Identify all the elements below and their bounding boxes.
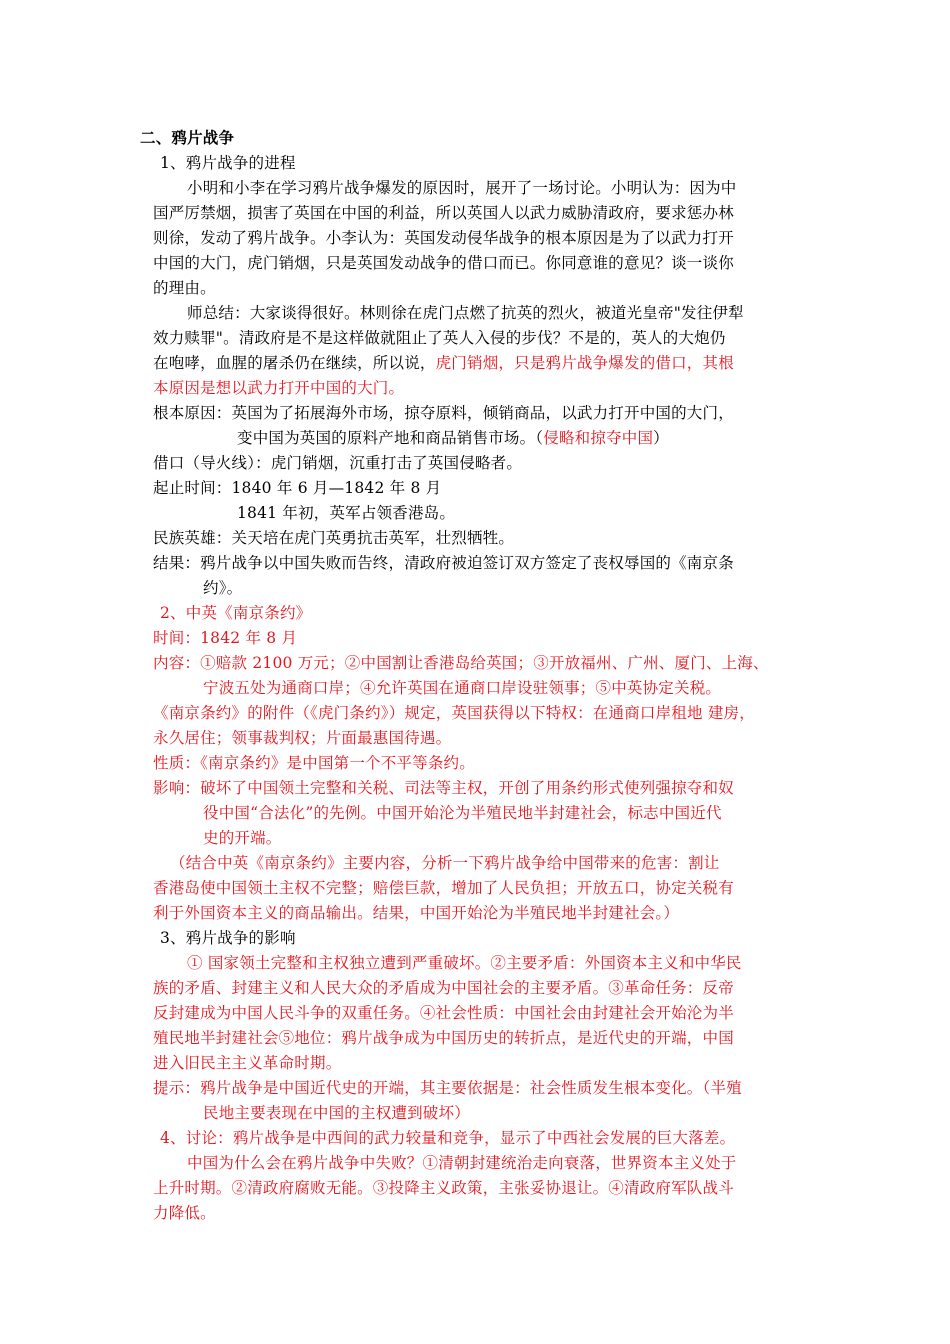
discussion-answer: 中国为什么会在鸦片战争中失败？①清朝封建统治走向衰落，世界资本主义处于	[187, 1154, 737, 1172]
impact-point: 殖民地半封建社会⑤地位：鸦片战争成为中国历史的转折点，是近代史的开端，中国	[153, 1029, 734, 1047]
root-cause-highlight: 侵略和掠夺中国	[543, 429, 654, 447]
summary-text: 在咆哮，血腥的屠杀仍在继续，所以说，	[153, 354, 436, 372]
discussion-answer: 力降低。	[153, 1204, 216, 1222]
root-cause-end: ）	[653, 429, 669, 447]
subsection-title-4: 4、讨论：鸦片战争是中西间的武力较量和竞争，显示了中西社会发展的巨大落差。	[160, 1129, 736, 1147]
treaty-impact-cont: 役中国“合法化”的先例。中国开始沦为半殖民地半封建社会，标志中国近代	[203, 804, 722, 822]
time-note: 1841 年初，英军占领香港岛。	[237, 504, 456, 522]
summary-line	[153, 353, 734, 373]
hint-cont: 民地主要表现在中国的主权遭到破坏）	[203, 1104, 470, 1122]
result: 结果：鸦片战争以中国失败而告终，清政府被迫签订双方签定了丧权辱国的《南京条	[153, 554, 734, 572]
treaty-impact: 影响：破坏了中国领土完整和关税、司法等主权，开创了用条约形式使列强掠夺和奴	[153, 779, 734, 797]
summary-highlight: 本原因是想以武力打开中国的大门。	[153, 379, 405, 397]
root-cause-text: 变中国为英国的原料产地和商品销售市场。（	[237, 429, 544, 447]
treaty-time: 时间：1842 年 8 月	[153, 629, 298, 647]
impact-point: 族的矛盾、封建主义和人民大众的矛盾成为中国社会的主要矛盾。③革命任务：反帝	[153, 979, 734, 997]
discussion-answer: 上升时期。②清政府腐败无能。③投降主义政策，主张妥协退让。④清政府军队战斗	[153, 1179, 734, 1197]
summary-line: 师总结：大家谈得很好。林则徐在虎门点燃了抗英的烈火，被道光皇帝"发往伊犁	[187, 304, 744, 322]
analysis-line: 香港岛使中国领土主权不完整；赔偿巨款，增加了人民负担；开放五口，协定关税有	[153, 879, 734, 897]
discussion-line: 则徐，发动了鸦片战争。小李认为：英国发动侵华战争的根本原因是为了以武力打开	[153, 229, 734, 247]
impact-point: ① 国家领土完整和主权独立遭到严重破坏。②主要矛盾：外国资本主义和中华民	[187, 954, 742, 972]
time-span: 起止时间：1840 年 6 月—1842 年 8 月	[153, 479, 442, 497]
discussion-line: 中国的大门，虎门销烟，只是英国发动战争的借口而已。你同意谁的意见？谈一谈你	[153, 254, 734, 272]
discussion-line: 国严厉禁烟，损害了英国在中国的利益，所以英国人以武力威胁清政府，要求惩办林	[153, 204, 734, 222]
treaty-impact-cont: 史的开端。	[203, 829, 282, 847]
analysis-line: （结合中英《南京条约》主要内容，分析一下鸦片战争给中国带来的危害：割让	[170, 854, 720, 872]
result-cont: 约》。	[203, 579, 243, 597]
section-heading: 二、鸦片战争	[140, 129, 235, 147]
hint: 提示：鸦片战争是中国近代史的开端，其主要依据是：社会性质发生根本变化。（半殖	[153, 1079, 742, 1097]
national-hero: 民族英雄：关天培在虎门英勇抗击英军，壮烈牺牲。	[153, 529, 515, 547]
treaty-content-cont: 宁波五处为通商口岸；④允许英国在通商口岸设驻领事；⑤中英协定关税。	[203, 679, 722, 697]
impact-point: 反封建成为中国人民斗争的双重任务。④社会性质：中国社会由封建社会开始沦为半	[153, 1004, 734, 1022]
impact-point: 进入旧民主主义革命时期。	[153, 1054, 342, 1072]
treaty-attachment-cont: 永久居住；领事裁判权；片面最惠国待遇。	[153, 729, 452, 747]
subsection-title-2: 2、中英《南京条约》	[160, 604, 312, 622]
discussion-line: 的理由。	[153, 279, 216, 297]
subsection-title-1: 1、鸦片战争的进程	[160, 154, 296, 172]
root-cause: 根本原因：英国为了拓展海外市场，掠夺原料，倾销商品，以武力打开中国的大门，	[153, 404, 734, 422]
root-cause-cont	[237, 428, 669, 448]
treaty-attachment: 《南京条约》的附件（《虎门条约》）规定，英国获得以下特权：在通商口岸租地 建房，	[153, 704, 755, 722]
treaty-nature: 性质：《南京条约》是中国第一个不平等条约。	[153, 754, 475, 772]
summary-highlight: 虎门销烟，只是鸦片战争爆发的借口，其根	[435, 354, 734, 372]
subsection-title-3: 3、鸦片战争的影响	[160, 929, 296, 947]
discussion-line: 小明和小李在学习鸦片战争爆发的原因时，展开了一场讨论。小明认为：因为中	[187, 179, 737, 197]
analysis-line: 利于外国资本主义的商品输出。结果，中国开始沦为半殖民地半封建社会。）	[153, 904, 680, 922]
treaty-content: 内容：①赔款 2100 万元；②中国割让香港岛给英国；③开放福州、广州、厦门、上海、	[153, 654, 769, 672]
excuse: 借口（导火线）：虎门销烟，沉重打击了英国侵略者。	[153, 454, 523, 472]
summary-line: 效力赎罪"。清政府是不是这样做就阻止了英人入侵的步伐？不是的，英人的大炮仍	[153, 329, 726, 347]
